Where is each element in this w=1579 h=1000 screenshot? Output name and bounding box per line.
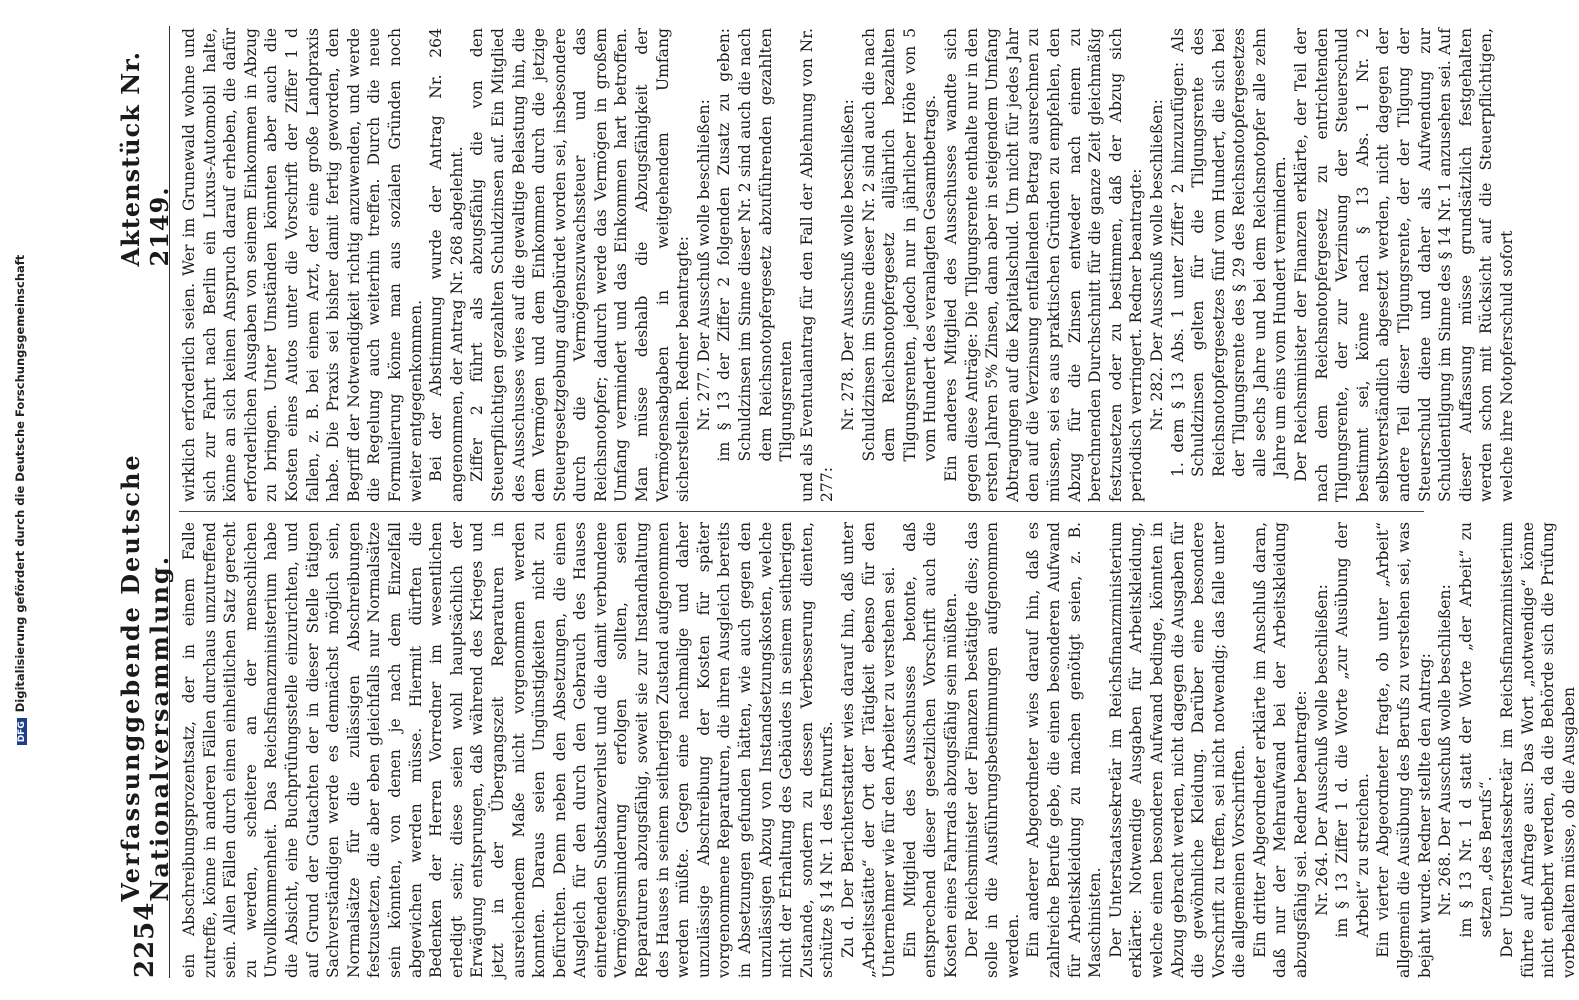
footer-strip <box>0 0 40 1000</box>
paragraph: Bei der Abstimmung wurde der Antrag Nr. 264 angenommen, der Antrag Nr. 268 abgelehnt. <box>427 28 466 502</box>
page-header <box>116 26 174 978</box>
column-divider <box>179 511 1424 512</box>
paragraph: wirklich erforderlich seien. Wer im Grunewald wohne und sich zur Fahrt nach Berlin ein Luxus-Automobil halte, könne an sich keinen Anspruch darauf erheben, die dafür erforderlichen Ausgaben von seinem Einkommen in Abzug zu bringen. Unter Umständen könnten aber auch die Kosten eines Autos unter die Vorschrift der Ziffer 1 d fallen, z. B. bei einem Arzt, der eine große Landpraxis habe. Die Praxis sei bisher damit fertig geworden, den Begriff der Notwendigkeit richtig anzuwenden, und werde die Regelung auch weiterhin treffen. Durch die neue Formulierung könne man aus sozialen Gründen noch weiter entgegenkommen. <box>180 28 425 502</box>
motion-heading: Nr. 277. Der Ausschuß wolle beschließen: <box>694 99 713 431</box>
paragraph: und als Eventualantrag für den Fall der Ablehnung von Nr. 277: <box>797 28 837 502</box>
paragraph: Der Reichsminister der Finanzen erklärte, der Teil der nach dem Reichsnotopfergesetz zu entrichtenden Tilgungsrente, der zur Verzinsung der Steuerschuld bestimmt sei, könne nach § 13 Abs. 1 Nr. 2 selbstverständlich abgesetzt werden, nicht dagegen der andere Teil dieser Tilgungsrente, der der Tilgung der Steuerschuld diene und daher als Aufwendung zur Schuldentilgung im Sinne des § 14 Nr. 1 anzusehen sei. Auf dieser Auffassung müsse grundsätzlich festgehalten werden schon mit Rücksicht auf die Steuerpflichtigen, welche ihre Notopferschuld sofort <box>1292 28 1516 502</box>
paragraph: Ein Mitglied des Ausschusses betonte, daß entsprechend dieser gesetzlichen Vorschrift auch die Kosten eines Fahrrads abzugsfähig sein müßten. <box>900 522 960 978</box>
paragraph: Der Unterstaatssekretär im Reichsfinanzministerium führte auf Anfrage aus: Das Wort „notwendige“ könne nicht entbehrt werden, da die Behörde sich die Prüfung vorbehalten müsse, ob die Ausgaben <box>1498 522 1578 978</box>
motion-text: 1. dem § 13 Abs. 1 unter Ziffer 2 hinzuzufügen: Als Schuldzinsen gelten für die Tilgungsrente des Reichsnotopfergesetzes fünf vom Hundert, die sich bei der Tilgungsrente des § 29 des Reichsnotopfergesetzes alle sechs Jahre und bei dem Reichsnotopfer alle zehn Jahre um eins vom Hundert vermindern. <box>1168 28 1290 478</box>
paragraph: Ein dritter Abgeordneter erklärte im Anschluß daran, daß nur der Mehraufwand bei der Arbeitskleidung abzugsfähig sei. Redner beantragte: <box>1250 522 1311 978</box>
paragraph: Ein anderer Abgeordneter wies darauf hin, daß es zahlreiche Berufe gebe, die einen besonderen Aufwand für Arbeitskleidung zu machen genötigt seien, z. B. Maschinisten. <box>1024 522 1105 978</box>
document-reference: Aktenstück Nr. 2149. <box>116 51 174 267</box>
paragraph: Ein vierter Abgeordneter fragte, ob unter „Arbeit“ allgemein die Ausübung des Berufs zu verstehen sei, was bejaht wurde. Redner stellte den Antrag: <box>1374 522 1434 978</box>
motion-text: im § 13 Nr. 1 d statt der Worte „der Arbeit“ zu setzen „des Berufs“. <box>1456 522 1496 938</box>
document-page <box>107 0 1578 1000</box>
motion-heading: Nr. 264. Der Ausschuß wolle beschließen: <box>1312 584 1331 916</box>
paragraph: Ein anderes Mitglied des Ausschusses wandte sich gegen diese Anträge: Die Tilgungsrente enthalte nur in den ersten Jahren 5% Zinsen, dann aber in steigendem Umfang Abtragungen auf die Kapitalschuld. Um nicht für jedes Jahr den auf die Verzinsung entfallenden Betrag ausrechnen zu müssen, sei es aus praktischen Gründen zu empfehlen, den Abzug für die Zinsen entweder nach einem zu berechnenden Durchschnitt für die ganze Zeit gleichmäßig festzusetzen oder zu bestimmen, daß der Abzug sich periodisch verringert. Redner beantragte: <box>941 28 1146 502</box>
paragraph: ein Abschreibungsprozentsatz, der in einem Falle zutreffe, könne in anderen Fällen durchaus unzutreffend sein. Allen Fällen durch einen einheitlichen Satz gerecht zu werden, scheitere an der menschlichen Unvollkommenheit. Das Reichsfinanzministerium habe die Absicht, eine Buchprüfungsstelle einzurichten, und auf Grund der Gutachten der in dieser Stelle tätigen Sachverständigen werde es demnächst möglich sein, Normalsätze für die zulässigen Abschreibungen festzusetzen, die aber eben gleichfalls nur Normalsätze sein könnten, von denen je nach dem Einzelfall abgewichen werden müsse. Hiermit dürften die Bedenken der Herren Vorredner im wesentlichen erledigt sein; diese seien wohl hauptsächlich der Erwägung entsprungen, daß während des Krieges und jetzt in der Übergangszeit Reparaturen in ausreichendem Maße nicht vorgenommen werden konnten. Daraus seien Ungünstigkeiten nicht zu befürchten. Denn neben den Absetzungen, die einen Ausgleich für den durch den Gebrauch des Hauses eintretenden Substanzverlust und die damit verbundene Vermögensminderung erfolgen sollten, seien Reparaturen abzugsfähig, soweit sie zur Instandhaltung des Hauses in seinem seitherigen Zustand aufgenommen werden müßte. Gegen eine nachmalige und daher unzulässige Abschreibung der Kosten für später vorgenommene Reparaturen, die ihren Ausgleich bereits in Absetzungen gefunden hätten, wie auch gegen den unzulässigen Abzug von Instandsetzungskosten, welche nicht der Erhaltung des Gebäudes in seinem seitherigen Zustande, sondern zu dessen Verbesserung dienten, schütze § 14 Nr. 1 des Entwurfs. <box>180 522 837 978</box>
motion-text: Schuldzinsen im Sinne dieser Nr. 2 sind auch die nach dem Reichsnotopfergesetz alljährlich bezahlten Tilgungsrenten, jedoch nur in jährlicher Höhe von 5 vom Hundert des veranlagten Gesamtbetrags. <box>859 28 940 462</box>
motion-heading: Nr. 282. Der Ausschuß wolle beschließen: <box>1147 99 1166 431</box>
motion-text: im § 13 der Ziffer 2 folgenden Zusatz zu geben: Schuldzinsen im Sinne dieser Nr. 2 sind auch die nach dem Reichsnotopfergesetz abzuführenden gezahlten Tilgungsrenten <box>715 28 796 462</box>
paragraph: Ziffer 2 führt als abzugsfähig die von den Steuerpflichtigen gezahlten Schuldzinsen auf. Ein Mitglied des Ausschusses wies auf die gewaltige Belastung hin, die dem Vermögen und dem Einkommen durch die jetzige Steuergesetzgebung aufgebürdet worden sei, insbesondere durch die Vermögenszuwachssteuer und das Reichsnotopfer; dadurch werde das Vermögen in großem Umfang vermindert und das Einkommen hart betroffen. Man müsse deshalb die Abzugsfähigkeit der Vermögensabgaben in weitgehendem Umfang sicherstellen. Redner beantragte: <box>468 28 693 502</box>
motion-text: im § 13 Ziffer 1 d. die Worte „zur Ausübung der Arbeit“ zu streichen. <box>1333 522 1372 938</box>
paragraph: Zu d. Der Berichterstatter wies darauf hin, daß unter „Arbeitsstätte“ der Ort der Tätigkeit ebenso für den Unternehmer wie für den Arbeiter zu verstehen sei. <box>839 522 899 978</box>
text-column-left <box>179 522 1578 978</box>
page-number: 2254 <box>130 901 160 978</box>
running-title: Verfassunggebende Deutsche Nationalversammlung. <box>116 453 174 902</box>
dfg-logo: DFG <box>17 718 27 745</box>
paragraph: Der Reichsminister der Finanzen bestätigte dies; das solle in die Ausführungsbestimmungen aufgenommen werden. <box>962 522 1022 978</box>
motion-heading: Nr. 278. Der Ausschuß wolle beschließen: <box>839 99 857 431</box>
motion-heading: Nr. 268. Der Ausschuß wolle beschließen: <box>1436 584 1455 916</box>
text-column-right <box>179 28 1516 502</box>
paragraph: Der Unterstaatssekretär im Reichsfinanzministerium erklärte: Notwendige Ausgaben für Arbeitskleidung, welche einen besonderen Aufwand bedinge, könnten in Abzug gebracht werden, nicht dagegen die Ausgaben für die gewöhnliche Kleidung. Darüber eine besondere Vorschrift zu treffen, sei nicht notwendig; das falle unter die allgemeinen Vorschriften. <box>1106 522 1249 978</box>
digitization-credit-text: Digitalisierung gefördert durch die Deutsche Forschungsgemeinschaft <box>13 254 27 713</box>
digitization-credit <box>13 10 27 990</box>
